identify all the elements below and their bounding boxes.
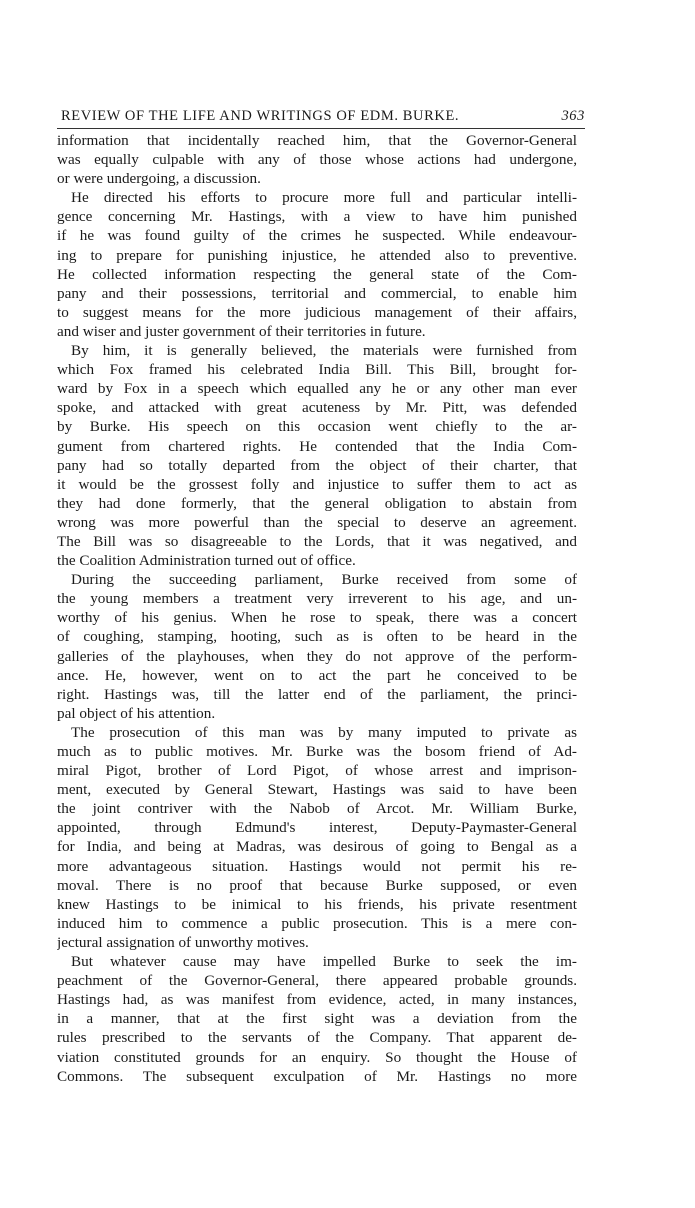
text-line: or were undergoing, a discussion.	[57, 170, 261, 188]
text-line: by Burke. His speech on this occasion went chiefly to the ar-	[57, 418, 577, 436]
text-line: spoke, and attacked with great acuteness by Mr. Pitt, was defended	[57, 399, 577, 417]
text-line: more advantageous situation. Hastings would not permit his re-	[57, 857, 577, 875]
text-line: right. Hastings was, till the latter end of the parliament, the princi-	[57, 685, 577, 703]
running-head-title: REVIEW OF THE LIFE AND WRITINGS OF EDM. BURKE.	[61, 108, 460, 124]
text-line: information that incidentally reached him, that the Governor-General	[57, 132, 577, 149]
text-line: jectural assignation of unworthy motives.	[57, 933, 309, 951]
text-line: ing to prepare for punishing injustice, he attended also to preventive.	[57, 246, 577, 264]
text-line: much as to public motives. Mr. Burke was the bosom friend of Ad-	[57, 743, 577, 760]
text-line: viation constituted grounds for an enquiry. So thought the House of	[57, 1048, 577, 1066]
text-line: He collected information respecting the general state of the Com-	[57, 265, 577, 283]
text-line: But whatever cause may have impelled Burke to seek the im-	[71, 953, 577, 971]
text-line: the Coalition Administration turned out of office.	[57, 552, 356, 570]
text-line: ward by Fox in a speech which equalled any he or any other man ever	[57, 380, 577, 398]
text-line: Hastings had, as was manifest from evidence, acted, in many instances,	[57, 991, 577, 1009]
text-line: appointed, through Edmund's interest, Deputy-Paymaster-General	[57, 819, 577, 837]
text-line: to suggest means for the more judicious management of their affairs,	[57, 303, 577, 321]
text-line: they had done formerly, that the general obligation to abstain from	[57, 494, 577, 512]
page-number: 363	[561, 108, 585, 124]
text-line: worthy of his genius. When he rose to speak, there was a concert	[57, 609, 577, 627]
text-line: the joint contriver with the Nabob of Arcot. Mr. William Burke,	[57, 800, 577, 818]
text-line: pany and their possessions, territorial and commercial, to enable him	[57, 284, 577, 302]
text-line: for India, and being at Madras, was desirous of going to Bengal as a	[57, 838, 577, 856]
text-line: the young members a treatment very irreverent to his age, and un-	[57, 590, 577, 608]
running-head	[57, 108, 585, 130]
text-line: rules prescribed to the servants of the Company. That apparent de-	[57, 1029, 577, 1047]
text-line: of coughing, stamping, hooting, such as is often to be heard in the	[57, 628, 577, 646]
text-line: moval. There is no proof that because Burke supposed, or even	[57, 876, 577, 894]
text-line: which Fox framed his celebrated India Bill. This Bill, brought for-	[57, 361, 577, 379]
text-line: and wiser and juster government of their territories in future.	[57, 322, 426, 340]
text-line: pal object of his attention.	[57, 704, 216, 722]
text-line: was equally culpable with any of those whose actions had undergone,	[57, 151, 577, 169]
header-rule	[57, 128, 585, 129]
body-text	[57, 131, 577, 1086]
text-line: During the succeeding parliament, Burke received from some of	[71, 571, 577, 589]
text-line: peachment of the Governor-General, there appeared probable grounds.	[57, 972, 577, 990]
text-line: gument from chartered rights. He contended that the India Com-	[57, 437, 577, 455]
text-line: it would be the grossest folly and injustice to suffer them to act as	[57, 475, 577, 493]
text-line: gence concerning Mr. Hastings, with a view to have him punished	[57, 208, 577, 226]
text-line: miral Pigot, brother of Lord Pigot, of whose arrest and imprison-	[57, 762, 577, 780]
text-line: in a manner, that at the first sight was a deviation from the	[57, 1010, 577, 1028]
text-line: wrong was more powerful than the special to deserve an agreement.	[57, 513, 577, 531]
text-line: Commons. The subsequent exculpation of Mr. Hastings no more	[57, 1067, 577, 1085]
text-line: knew Hastings to be inimical to his friends, his private resentment	[57, 895, 577, 913]
text-line: pany had so totally departed from the object of their charter, that	[57, 456, 577, 474]
text-line: He directed his efforts to procure more full and particular intelli-	[71, 189, 577, 207]
text-line: The Bill was so disagreeable to the Lords, that it was negatived, and	[57, 532, 577, 550]
text-line: The prosecution of this man was by many imputed to private as	[71, 723, 577, 741]
text-line: induced him to commence a public prosecution. This is a mere con-	[57, 914, 577, 932]
text-line: By him, it is generally believed, the materials were furnished from	[71, 342, 577, 360]
text-line: if he was found guilty of the crimes he suspected. While endeavour-	[57, 227, 577, 245]
text-line: ance. He, however, went on to act the part he conceived to be	[57, 666, 577, 684]
text-line: ment, executed by General Stewart, Hastings was said to have been	[57, 781, 577, 799]
text-line: galleries of the playhouses, when they do not approve of the perform-	[57, 647, 577, 665]
